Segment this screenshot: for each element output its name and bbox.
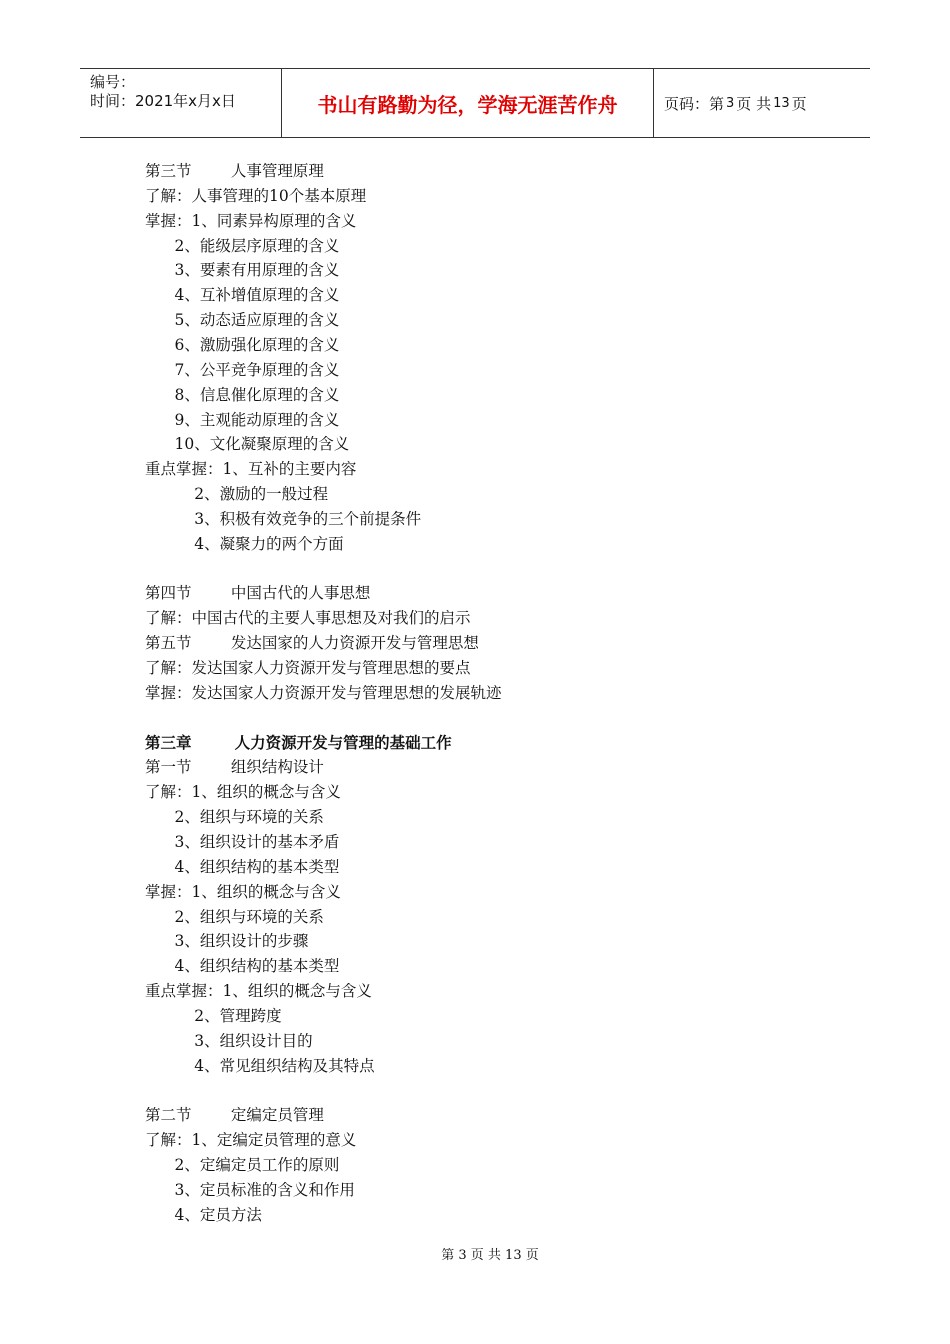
- text-line: 2、能级层序原理的含义: [145, 236, 340, 255]
- text-line: 2、管理跨度: [145, 1006, 282, 1025]
- text-line: 4、凝聚力的两个方面: [145, 534, 344, 553]
- header-meta: [80, 69, 282, 137]
- text-line: 了解：1、组织的概念与含义: [145, 783, 341, 802]
- text-line: 掌握：1、组织的概念与含义: [145, 882, 341, 901]
- header-motto: 书山有路勤为径，学海无涯苦作舟: [282, 69, 654, 137]
- text-line: 第一节 组织结构设计: [145, 758, 324, 777]
- text-line: 4、互补增值原理的含义: [145, 286, 340, 305]
- text-line: 3、组织设计的步骤: [145, 932, 309, 951]
- text-line: 第五节 发达国家的人力资源开发与管理思想: [145, 634, 479, 653]
- document-date-label: 时间：2021年x月x日: [90, 92, 236, 110]
- page-total: 13: [773, 95, 790, 111]
- text-line: 2、组织与环境的关系: [145, 907, 324, 926]
- text-line: 4、组织结构的基本类型: [145, 957, 340, 976]
- text-line: 4、定员方法: [145, 1205, 262, 1224]
- page-header: [80, 68, 870, 138]
- text-line: 第三节 人事管理原理: [145, 162, 324, 180]
- header-page-info: [654, 69, 870, 137]
- text-line: 3、组织设计目的: [145, 1031, 313, 1050]
- page-mid: 页 共: [736, 94, 772, 113]
- page-prefix: 页码：第: [664, 94, 725, 113]
- text-line: 4、常见组织结构及其特点: [145, 1056, 375, 1075]
- text-line: 重点掌握：1、互补的主要内容: [145, 460, 357, 479]
- text-line: 了解：人事管理的10个基本原理: [145, 186, 367, 205]
- text-line: 了解：1、定编定员管理的意义: [145, 1131, 357, 1150]
- text-line: 重点掌握：1、组织的概念与含义: [145, 982, 372, 1001]
- text-line: 第二节 定编定员管理: [145, 1106, 324, 1125]
- text-line: 9、主观能动原理的含义: [145, 410, 340, 429]
- page-current: 3: [726, 95, 735, 111]
- text-line: 7、公平竞争原理的含义: [145, 360, 340, 379]
- text-line: 2、组织与环境的关系: [145, 808, 324, 827]
- document-number-label: 编号：: [90, 73, 136, 91]
- text-line: 10、文化凝聚原理的含义: [145, 435, 350, 454]
- text-line: 了解：发达国家人力资源开发与管理思想的要点: [145, 659, 471, 677]
- text-line: 2、定编定员工作的原则: [145, 1156, 340, 1174]
- text-line: 3、定员标准的含义和作用: [145, 1180, 355, 1199]
- text-line: 第三章 人力资源开发与管理的基础工作: [145, 732, 452, 752]
- text-line: 第四节 中国古代的人事思想: [145, 584, 371, 603]
- text-line: 2、激励的一般过程: [145, 485, 329, 504]
- page-footer: 第 3 页 共 13 页: [441, 1248, 539, 1263]
- text-line: 8、信息催化原理的含义: [145, 385, 340, 404]
- text-line: 3、组织设计的基本矛盾: [145, 832, 340, 851]
- text-line: 5、动态适应原理的含义: [145, 311, 340, 330]
- text-line: 3、要素有用原理的含义: [145, 261, 340, 280]
- text-line: 掌握：1、同素异构原理的含义: [145, 211, 357, 230]
- text-line: 3、积极有效竞争的三个前提条件: [145, 509, 422, 528]
- text-line: 掌握：发达国家人力资源开发与管理思想的发展轨迹: [145, 683, 502, 702]
- text-line: 了解：中国古代的主要人事思想及对我们的启示: [145, 609, 471, 628]
- page-suffix: 页: [791, 94, 807, 113]
- text-line: 6、激励强化原理的含义: [145, 335, 340, 354]
- text-line: 4、组织结构的基本类型: [145, 857, 340, 876]
